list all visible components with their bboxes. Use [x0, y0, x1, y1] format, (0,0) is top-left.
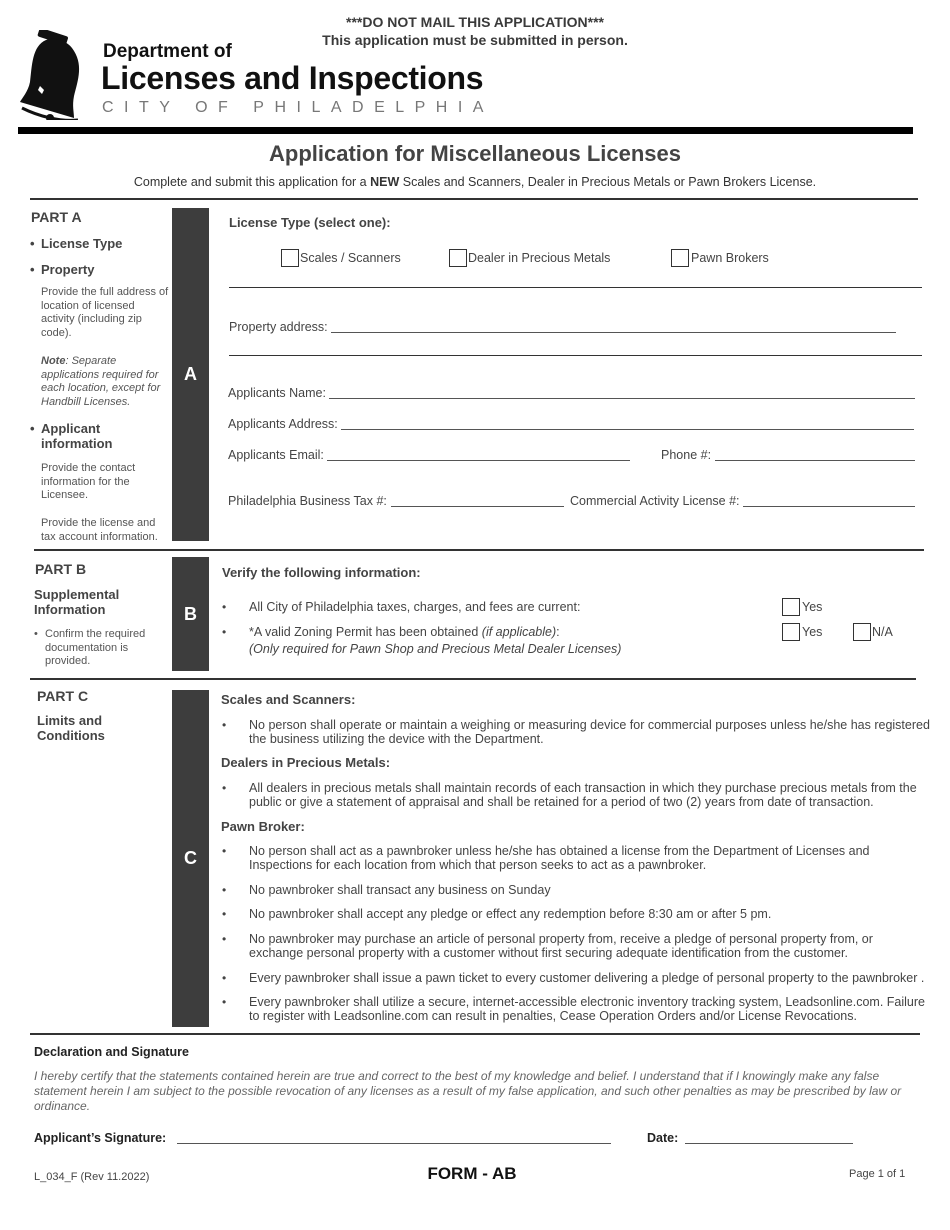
taxes-yes-checkbox[interactable] — [782, 598, 800, 616]
declaration-title: Declaration and Signature — [34, 1045, 189, 1059]
condition-text: No pawnbroker shall transact any business on Sunday — [249, 883, 551, 897]
commercial-activity-label: Commercial Activity License #: — [570, 494, 740, 508]
condition-text: All dealers in precious metals shall maintain records of each transaction in which they purchase precious metals from the public or give a statement of appraisal and shall be retained for a period of two (2) years from date of transaction. — [249, 781, 917, 809]
page-number: Page 1 of 1 — [849, 1168, 906, 1180]
commercial-activity-field[interactable] — [743, 494, 915, 507]
subtitle-bold: NEW — [370, 175, 400, 189]
verify-zoning-text — [249, 625, 560, 639]
part-a-item-license-type: • License Type — [30, 236, 123, 251]
scales-scanners-checkbox[interactable] — [281, 249, 299, 267]
form-code: L_034_F (Rev 11.2022) — [34, 1171, 150, 1183]
applicants-email-label: Applicants Email: — [228, 448, 324, 462]
part-b-divider — [34, 549, 924, 551]
header-divider — [18, 127, 913, 134]
part-c-subtitle: Limits and Conditions — [37, 713, 105, 743]
part-c-title: PART C — [37, 688, 89, 704]
verify-taxes-text: All City of Philadelphia taxes, charges, and fees are current: — [249, 600, 581, 614]
condition-text: No pawnbroker shall accept any pledge or effect any redemption before 8:30 am or after 5 pm. — [249, 907, 772, 921]
form-subtitle — [0, 175, 950, 189]
license-type-label: License Type (select one): — [229, 215, 391, 230]
precious-metals-checkbox[interactable] — [449, 249, 467, 267]
separate-applications-note — [41, 355, 171, 409]
note-text: : Separate applications required for each location, except for Handbill Licenses. — [41, 355, 161, 408]
applicants-address-label: Applicants Address: — [228, 417, 338, 431]
form-title: Application for Miscellaneous Licenses — [269, 141, 681, 166]
phone-label: Phone #: — [661, 448, 712, 462]
zoning-if-applicable: (if applicable) — [481, 625, 557, 639]
contact-description: Provide the contact information for the Licensee. — [41, 462, 136, 501]
precious-metals-label: Dealer in Precious Metals — [468, 251, 611, 265]
part-c-divider — [30, 678, 916, 680]
submit-in-person-notice: This application must be submitted in person. — [322, 32, 628, 48]
applicants-email-field[interactable] — [327, 448, 630, 461]
pawn-brokers-checkbox[interactable] — [671, 249, 689, 267]
zoning-na-checkbox[interactable] — [853, 623, 871, 641]
dealers-heading: Dealers in Precious Metals: — [221, 755, 391, 770]
part-a-item-label: License Type — [41, 236, 123, 251]
signature-field[interactable] — [177, 1131, 611, 1144]
part-b-title: PART B — [35, 561, 87, 577]
date-field[interactable] — [685, 1131, 853, 1144]
part-a-item-applicant: • Applicant information — [30, 421, 113, 451]
liberty-bell-icon — [16, 30, 96, 120]
form-name: FORM - AB — [427, 1164, 517, 1183]
zoning-na-label: N/A — [872, 625, 893, 639]
zoning-note: (Only required for Pawn Shop and Precious Metal Dealer Licenses) — [249, 642, 622, 656]
pawn-heading: Pawn Broker: — [221, 819, 305, 834]
property-address-label: Property address: — [229, 320, 328, 334]
part-b-subtitle: Supplemental Information — [34, 587, 120, 617]
property-description: Provide the full address of location of licensed activity (including zip code). — [41, 286, 169, 339]
condition-text: Every pawnbroker shall utilize a secure, internet-accessible electronic inventory tracking system, Leadsonline.com. Failure to register with Leadsonline.com can result in penalties, Cease Operation Orders and/or License Revocations. — [249, 995, 926, 1023]
business-tax-label: Philadelphia Business Tax #: — [228, 494, 387, 508]
date-label: Date: — [647, 1131, 679, 1145]
department-name: Licenses and Inspections — [101, 60, 484, 96]
part-a-bar: A — [172, 208, 209, 541]
phone-field[interactable] — [715, 448, 915, 461]
taxes-yes-label: Yes — [802, 600, 823, 614]
license-tax-description: Provide the license and tax account information. — [41, 517, 158, 543]
scales-scanners-label: Scales / Scanners — [300, 251, 401, 265]
signature-label: Applicant’s Signature: — [34, 1131, 167, 1145]
condition-text: No person shall operate or maintain a weighing or measuring device for commercial purposes unless he/she has registered the business utilizing the device with the Department. — [249, 718, 930, 746]
section-rule — [229, 355, 922, 356]
verify-heading: Verify the following information: — [222, 565, 421, 580]
part-a-divider — [30, 198, 918, 200]
condition-text: No person shall act as a pawnbroker unless he/she has obtained a license from the Department of Licenses and Inspections for each location from which that person seeks to act as a pawnbroker. — [249, 844, 870, 872]
subtitle-after: Scales and Scanners, Dealer in Precious Metals or Pawn Brokers License. — [399, 175, 817, 189]
part-a-item-label: Applicant information — [41, 421, 113, 451]
part-b-description-text: Confirm the required documentation is provided. — [45, 628, 146, 667]
business-tax-field[interactable] — [391, 494, 564, 507]
declaration-text: I hereby certify that the statements contained herein are true and correct to the best of my knowledge and belief. I understand that if I knowingly make any false statement herein I am subject to the possible revocation of any licenses as a result of my false application, and such other penalties as may be prescribed by law or ordinance. — [34, 1069, 902, 1113]
zoning-yes-checkbox[interactable] — [782, 623, 800, 641]
do-not-mail-notice: ***DO NOT MAIL THIS APPLICATION*** — [346, 14, 604, 30]
zoning-colon: : — [556, 625, 560, 639]
pawn-brokers-label: Pawn Brokers — [691, 251, 769, 265]
part-b-bar: B — [172, 557, 209, 671]
applicants-address-field[interactable] — [341, 417, 914, 430]
condition-text: Every pawnbroker shall issue a pawn ticket to every customer delivering a pledge of personal property to the pawnbroker . — [249, 971, 925, 985]
note-label: Note — [41, 355, 66, 367]
condition-text: No pawnbroker may purchase an article of personal property from, receive a pledge of personal property from, or exchange personal property with a customer without first securing adequate identification from the customer. — [249, 932, 873, 960]
applicants-name-field[interactable] — [329, 386, 915, 399]
part-a-title: PART A — [31, 209, 82, 225]
subtitle-before: Complete and submit this application for a — [133, 175, 371, 189]
part-a-item-label: Property — [41, 262, 95, 277]
zoning-text: *A valid Zoning Permit has been obtained — [249, 625, 482, 639]
section-rule — [229, 287, 922, 288]
department-prefix: Department of — [103, 41, 232, 62]
city-name: CITY OF PHILADELPHIA — [102, 99, 494, 116]
part-c-bar: C — [172, 690, 209, 1027]
applicants-name-label: Applicants Name: — [228, 386, 326, 400]
property-address-field[interactable] — [331, 320, 896, 333]
part-a-item-property: • Property — [30, 262, 95, 277]
part-b-description: • Confirm the required documentation is provided. — [34, 628, 146, 667]
declaration-divider — [30, 1033, 920, 1035]
zoning-yes-label: Yes — [802, 625, 823, 639]
scales-heading: Scales and Scanners: — [221, 692, 356, 707]
